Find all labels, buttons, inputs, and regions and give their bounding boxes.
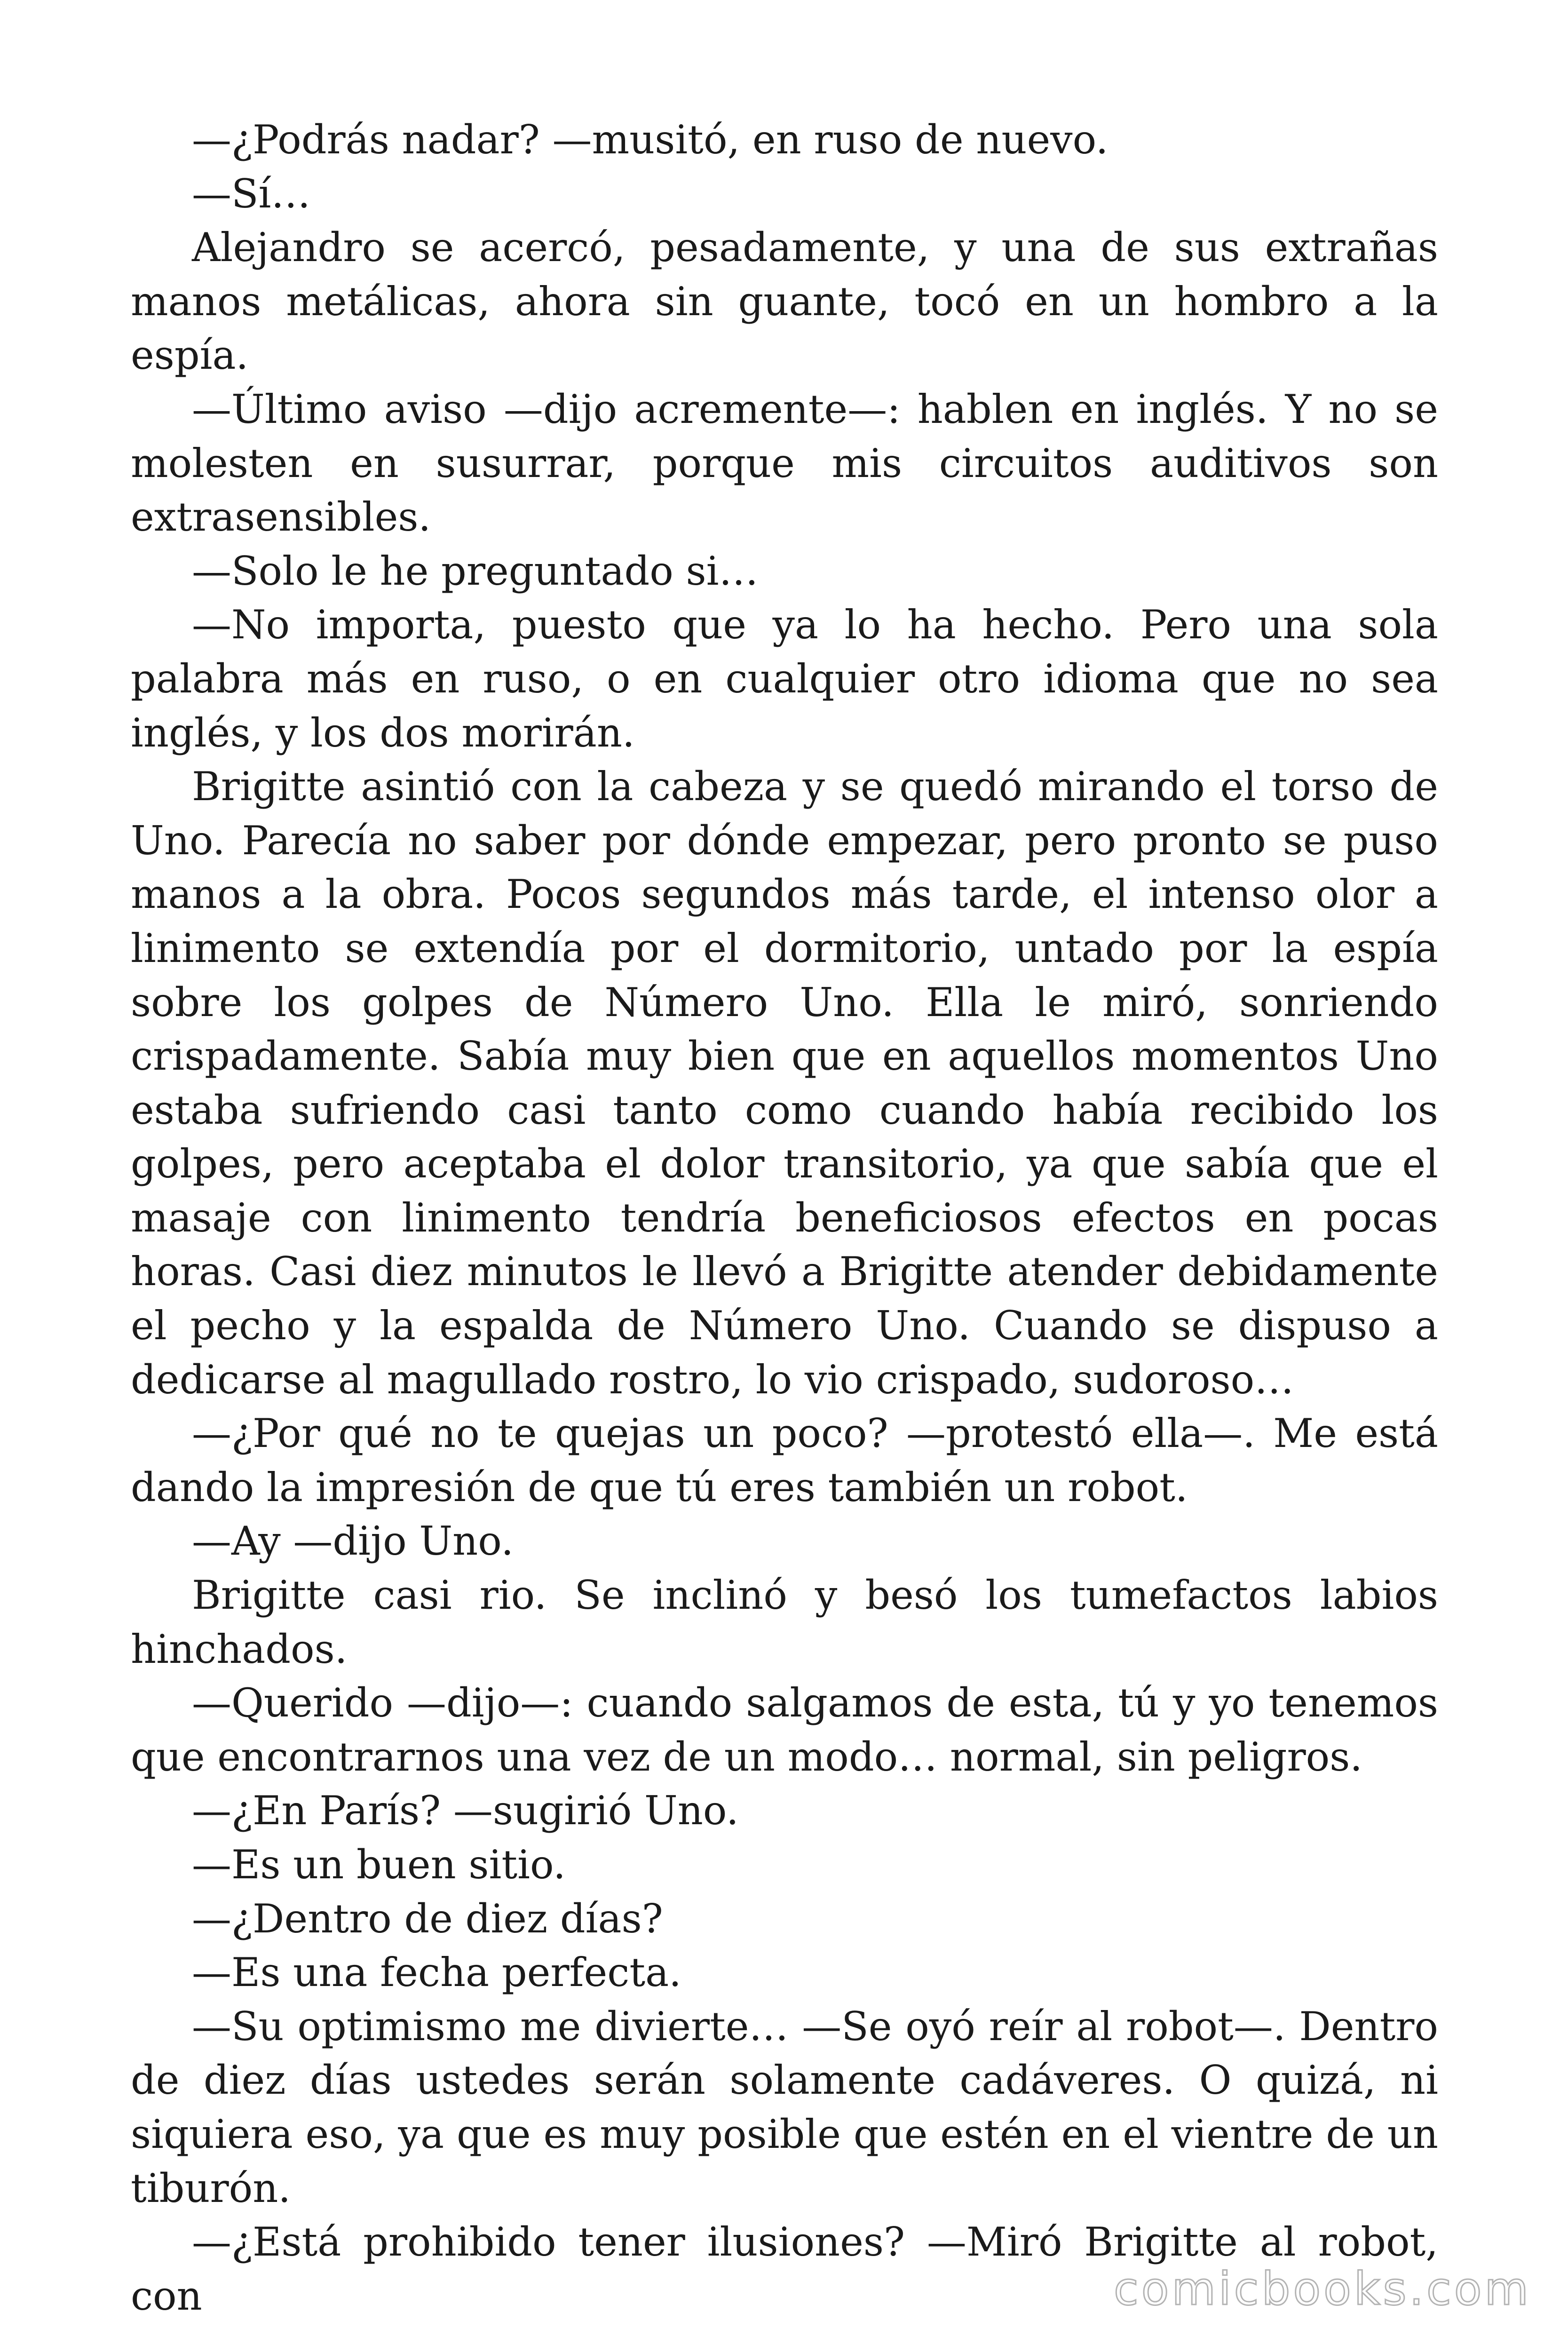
paragraph: —Sí… [192, 170, 311, 217]
watermark: comicbooks.com [1113, 2263, 1531, 2315]
paragraph: —Querido —dijo—: cuando salgamos de esta, tú y yo tenemos que encontrarnos una vez de un modo… normal, sin peligros. [131, 1680, 1438, 1780]
paragraph: —¿Dentro de diez días? [192, 1895, 663, 1942]
paragraph: —Solo le he preguntado si… [192, 548, 759, 594]
paragraph: —¿En París? —sugirió Uno. [192, 1788, 739, 1834]
paragraph: —¿Por qué no te quejas un poco? —protestó ella—. Me está dando la impresión de que tú eres también un robot. [131, 1410, 1438, 1510]
paragraph: —Último aviso —dijo acremente—: hablen en inglés. Y no se molesten en susurrar, porque mis circuitos auditivos son extrasensibles. [131, 386, 1438, 540]
paragraph: —Su optimismo me divierte… —Se oyó reír al robot—. Dentro de diez días ustedes serán solamente cadáveres. O quizá, ni siquiera eso, ya que es muy posible que estén en el vientre de un tiburón. [131, 2003, 1438, 2211]
paragraph: Alejandro se acercó, pesadamente, y una de sus extrañas manos metálicas, ahora sin guante, tocó en un hombro a la espía. [131, 224, 1438, 379]
paragraph: —¿Está prohibido tener ilusiones? —Miró Brigitte al robot, con [131, 2219, 1438, 2319]
paragraph: —Es una fecha perfecta. [192, 1949, 681, 1996]
paragraph: Brigitte asintió con la cabeza y se quedó mirando el torso de Uno. Parecía no saber por dónde empezar, pero pronto se puso manos a la obra. Pocos segundos más tarde, el intenso olor a linimento se extendía por el dormitorio, untado por la espía sobre los golpes de Número Uno. Ella le miró, sonriendo crispadamente. Sabía muy bien que en aquellos momentos Uno estaba sufriendo casi tanto como cuando había recibido los golpes, pero aceptaba el dolor transitorio, ya que sabía que el masaje con linimento tendría beneficiosos efectos en pocas horas. Casi diez minutos le llevó a Brigitte atender debidamente el pecho y la espalda de Número Uno. Cuando se dispuso a dedicarse al magullado rostro, lo vio crispado, sudoroso… [131, 763, 1438, 1403]
paragraph: —Ay —dijo Uno. [192, 1518, 514, 1565]
body-text [131, 113, 1438, 2323]
paragraph: Brigitte casi rio. Se inclinó y besó los tumefactos labios hinchados. [131, 1572, 1438, 1672]
paragraph: —¿Podrás nadar? —musitó, en ruso de nuevo. [192, 117, 1109, 163]
paragraph: —No importa, puesto que ya lo ha hecho. Pero una sola palabra más en ruso, o en cualquier otro idioma que no sea inglés, y los dos morirán. [131, 602, 1438, 756]
paragraph: —Es un buen sitio. [192, 1842, 566, 1888]
